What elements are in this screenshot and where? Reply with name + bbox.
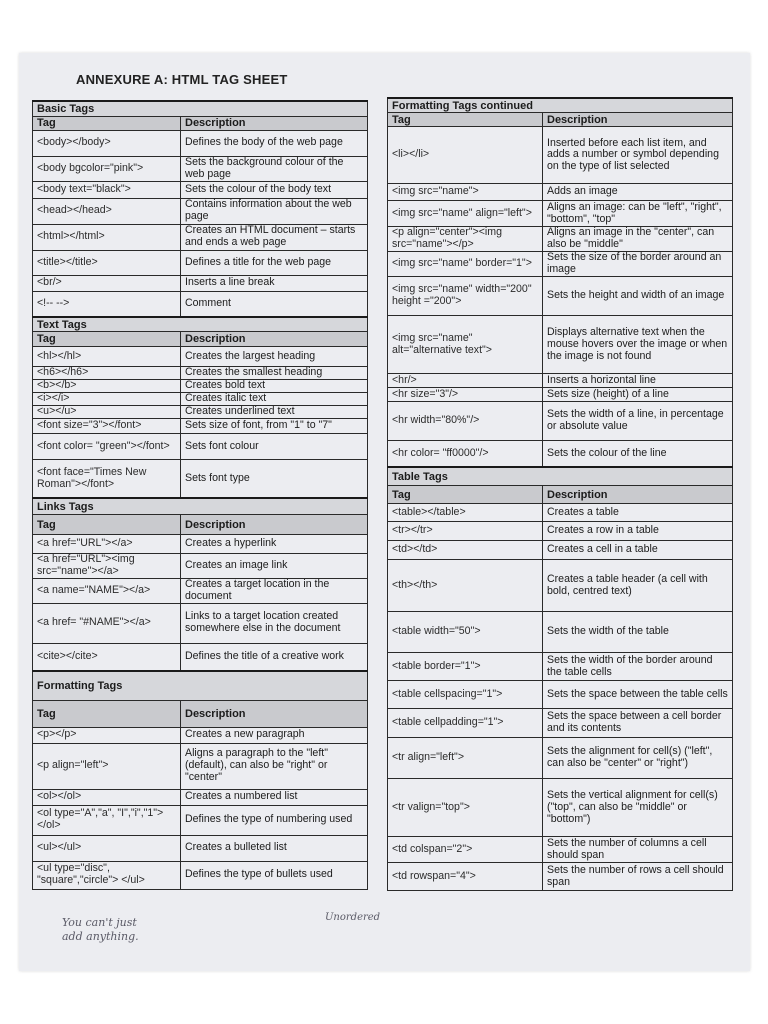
table-row: [388, 837, 733, 863]
table-row: [33, 554, 368, 579]
column-header-tag: Tag: [33, 332, 181, 347]
table-row: [388, 779, 733, 837]
description-cell: Creates an HTML document – starts and ends a web page: [181, 224, 368, 250]
column-header-description: Description: [543, 486, 733, 504]
right-tag-table: [387, 97, 733, 891]
table-row: [388, 201, 733, 227]
table-row: [388, 127, 733, 184]
description-cell: Sets font colour: [181, 434, 368, 460]
table-row: [388, 184, 733, 201]
description-cell: Creates a hyperlink: [181, 535, 368, 554]
description-cell: Sets the space between the table cells: [543, 681, 733, 709]
description-cell: Creates the largest heading: [181, 347, 368, 367]
description-cell: Defines the body of the web page: [181, 130, 368, 156]
table-row: [388, 441, 733, 467]
table-row: [33, 156, 368, 181]
description-cell: Sets the colour of the body text: [181, 181, 368, 198]
table-row: [388, 388, 733, 402]
tag-cell: <cite></cite>: [33, 643, 181, 671]
tag-cell: <img src="name" align="left">: [388, 201, 543, 227]
tag-cell: <a href="URL"></a>: [33, 535, 181, 554]
table-row: [33, 643, 368, 671]
table-row: [388, 709, 733, 738]
tag-cell: <th></th>: [388, 560, 543, 612]
column-header-description: Description: [181, 700, 368, 727]
table-row: [33, 727, 368, 743]
table-row: [388, 227, 733, 252]
table-row: [33, 224, 368, 250]
section-title-row: [388, 467, 733, 486]
description-cell: Creates a numbered list: [181, 789, 368, 805]
column-header-tag: Tag: [388, 486, 543, 504]
table-row: [33, 367, 368, 380]
tag-cell: <a href= "#NAME"></a>: [33, 603, 181, 643]
table-row: [33, 789, 368, 805]
description-cell: Sets font type: [181, 460, 368, 498]
column-header-row: [33, 116, 368, 130]
table-row: [388, 681, 733, 709]
description-cell: Displays alternative text when the mouse hovers over the image or when the image is not found: [543, 316, 733, 374]
handwritten-note-unordered: Unordered: [325, 912, 381, 923]
description-cell: Sets the vertical alignment for cell(s) ("top", can also be "middle" or "bottom"): [543, 779, 733, 837]
tag-cell: <table cellspacing="1">: [388, 681, 543, 709]
table-row: [33, 406, 368, 419]
tag-cell: <hr color= "ff0000"/>: [388, 441, 543, 467]
description-cell: Creates a target location in the document: [181, 579, 368, 604]
tag-cell: <tr align="left">: [388, 738, 543, 779]
tag-cell: <ol type="A","a", "I","i","1"></ol>: [33, 805, 181, 835]
table-row: [388, 402, 733, 441]
tag-cell: <p></p>: [33, 727, 181, 743]
description-cell: Aligns a paragraph to the "left" (default), can also be "right" or "center": [181, 743, 368, 789]
tag-cell: <body></body>: [33, 130, 181, 156]
tag-cell: <head></head>: [33, 198, 181, 224]
description-cell: Links to a target location created somewhere else in the document: [181, 603, 368, 643]
description-cell: Contains information about the web page: [181, 198, 368, 224]
left-tag-table: [32, 100, 368, 890]
table-row: [388, 316, 733, 374]
tag-cell: <li></li>: [388, 127, 543, 184]
tag-cell: <ol></ol>: [33, 789, 181, 805]
tag-cell: <table></table>: [388, 504, 543, 522]
tag-cell: <td rowspan="4">: [388, 863, 543, 891]
section-title-row: [33, 498, 368, 515]
column-header-row: [388, 113, 733, 127]
tag-cell: <table width="50">: [388, 612, 543, 653]
tag-cell: <u></u>: [33, 406, 181, 419]
table-row: [388, 653, 733, 681]
description-cell: Defines the title of a creative work: [181, 643, 368, 671]
description-cell: Creates italic text: [181, 393, 368, 406]
table-row: [33, 275, 368, 291]
table-row: [33, 835, 368, 861]
description-cell: Sets the number of columns a cell should span: [543, 837, 733, 863]
description-cell: Defines a title for the web page: [181, 250, 368, 275]
column-header-description: Description: [181, 116, 368, 130]
table-row: [33, 603, 368, 643]
table-row: [33, 130, 368, 156]
section-title: Formatting Tags continued: [388, 98, 733, 113]
handwritten-note: [62, 916, 139, 944]
tag-cell: <font color= "green"></font>: [33, 434, 181, 460]
column-header-tag: Tag: [388, 113, 543, 127]
table-row: [33, 198, 368, 224]
column-header-tag: Tag: [33, 116, 181, 130]
tag-cell: <img src="name">: [388, 184, 543, 201]
table-row: [33, 743, 368, 789]
table-row: [33, 535, 368, 554]
description-cell: Creates bold text: [181, 380, 368, 393]
description-cell: Sets the space between a cell border and its contents: [543, 709, 733, 738]
table-row: [33, 434, 368, 460]
table-row: [388, 277, 733, 316]
section-title-row: [33, 101, 368, 116]
description-cell: Sets the width of a line, in percentage or absolute value: [543, 402, 733, 441]
table-row: [33, 181, 368, 198]
tag-cell: <td></td>: [388, 541, 543, 560]
column-header-row: [33, 700, 368, 727]
column-header-tag: Tag: [33, 515, 181, 535]
tag-cell: <p align="left">: [33, 743, 181, 789]
column-header-tag: Tag: [33, 700, 181, 727]
description-cell: Inserts a horizontal line: [543, 374, 733, 388]
description-cell: Creates a cell in a table: [543, 541, 733, 560]
tag-cell: <hr width="80%"/>: [388, 402, 543, 441]
table-row: [388, 738, 733, 779]
description-cell: Sets the width of the border around the table cells: [543, 653, 733, 681]
column-header-row: [33, 515, 368, 535]
tag-cell: <i></i>: [33, 393, 181, 406]
tag-cell: <body bgcolor="pink">: [33, 156, 181, 181]
table-row: [33, 460, 368, 498]
column-header-description: Description: [181, 515, 368, 535]
table-row: [33, 393, 368, 406]
table-row: [33, 805, 368, 835]
tag-cell: <!-- -->: [33, 291, 181, 317]
description-cell: Creates a table header (a cell with bold, centred text): [543, 560, 733, 612]
description-cell: Creates an image link: [181, 554, 368, 579]
section-title: Formatting Tags: [33, 671, 368, 700]
description-cell: Creates the smallest heading: [181, 367, 368, 380]
page-title: ANNEXURE A: HTML TAG SHEET: [76, 72, 288, 87]
description-cell: Creates a table: [543, 504, 733, 522]
section-title: Table Tags: [388, 467, 733, 486]
description-cell: Defines the type of numbering used: [181, 805, 368, 835]
table-row: [388, 612, 733, 653]
tag-cell: <body text="black">: [33, 181, 181, 198]
table-row: [33, 579, 368, 604]
section-title-row: [33, 317, 368, 332]
column-header-description: Description: [543, 113, 733, 127]
description-cell: Sets the number of rows a cell should span: [543, 863, 733, 891]
tag-cell: <font size="3"></font>: [33, 419, 181, 434]
description-cell: Sets the height and width of an image: [543, 277, 733, 316]
section-title: Text Tags: [33, 317, 368, 332]
table-row: [33, 250, 368, 275]
table-row: [33, 419, 368, 434]
tag-cell: <title></title>: [33, 250, 181, 275]
description-cell: Creates a new paragraph: [181, 727, 368, 743]
tag-cell: <ul type="disc", "square","circle"> </ul>: [33, 861, 181, 889]
tag-cell: <html></html>: [33, 224, 181, 250]
tag-cell: <a href="URL"><img src="name"></a>: [33, 554, 181, 579]
table-row: [388, 504, 733, 522]
table-row: [388, 560, 733, 612]
description-cell: Creates a row in a table: [543, 522, 733, 541]
table-row: [388, 863, 733, 891]
description-cell: Adds an image: [543, 184, 733, 201]
description-cell: Defines the type of bullets used: [181, 861, 368, 889]
column-header-row: [388, 486, 733, 504]
tag-cell: <tr valign="top">: [388, 779, 543, 837]
tag-cell: <h6></h6>: [33, 367, 181, 380]
description-cell: Aligns an image in the "center", can also be "middle": [543, 227, 733, 252]
table-row: [388, 541, 733, 560]
section-title: Links Tags: [33, 498, 368, 515]
tag-cell: <font face="Times New Roman"></font>: [33, 460, 181, 498]
tag-cell: <b></b>: [33, 380, 181, 393]
description-cell: Creates a bulleted list: [181, 835, 368, 861]
column-header-description: Description: [181, 332, 368, 347]
tag-cell: <img src="name" alt="alternative text">: [388, 316, 543, 374]
tag-cell: <tr></tr>: [388, 522, 543, 541]
tag-cell: <table border="1">: [388, 653, 543, 681]
description-cell: Aligns an image: can be "left", "right", "bottom", "top": [543, 201, 733, 227]
column-header-row: [33, 332, 368, 347]
section-title-row: [33, 671, 368, 700]
table-row: [388, 252, 733, 277]
description-cell: Inserted before each list item, and adds a number or symbol depending on the type of list selected: [543, 127, 733, 184]
tag-cell: <table cellpadding="1">: [388, 709, 543, 738]
tag-cell: <ul></ul>: [33, 835, 181, 861]
description-cell: Sets the size of the border around an image: [543, 252, 733, 277]
tag-cell: <hr/>: [388, 374, 543, 388]
handwritten-note-line: You can't just: [62, 916, 137, 929]
tag-cell: <p align="center"><img src="name"></p>: [388, 227, 543, 252]
table-row: [388, 522, 733, 541]
tag-cell: <hr size="3"/>: [388, 388, 543, 402]
tag-cell: <hl></hl>: [33, 347, 181, 367]
description-cell: Creates underlined text: [181, 406, 368, 419]
table-row: [33, 380, 368, 393]
description-cell: Sets the alignment for cell(s) ("left", can also be "center" or "right"): [543, 738, 733, 779]
description-cell: Sets the background colour of the web page: [181, 156, 368, 181]
tag-cell: <br/>: [33, 275, 181, 291]
table-row: [33, 861, 368, 889]
handwritten-note-line: add anything.: [62, 929, 139, 943]
tag-cell: <td colspan="2">: [388, 837, 543, 863]
description-cell: Sets the width of the table: [543, 612, 733, 653]
tag-cell: <img src="name" width="200" height ="200">: [388, 277, 543, 316]
description-cell: Comment: [181, 291, 368, 317]
section-title: Basic Tags: [33, 101, 368, 116]
description-cell: Sets size of font, from "1" to "7": [181, 419, 368, 434]
description-cell: Inserts a line break: [181, 275, 368, 291]
tag-cell: <a name="NAME"></a>: [33, 579, 181, 604]
section-title-row: [388, 98, 733, 113]
description-cell: Sets the colour of the line: [543, 441, 733, 467]
table-row: [33, 347, 368, 367]
description-cell: Sets size (height) of a line: [543, 388, 733, 402]
tag-cell: <img src="name" border="1">: [388, 252, 543, 277]
table-row: [33, 291, 368, 317]
table-row: [388, 374, 733, 388]
